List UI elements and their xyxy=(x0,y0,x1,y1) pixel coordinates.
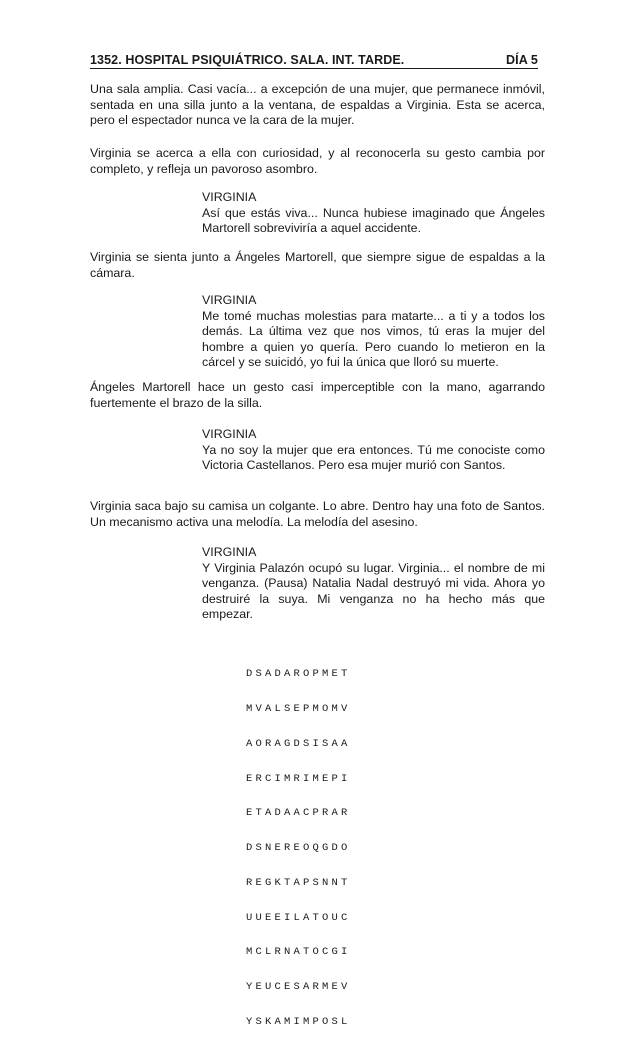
word-search-row: DSNEREOQGDO xyxy=(246,842,351,855)
word-search-row: MCLRNATOCGI xyxy=(246,946,351,959)
word-search-row: MVALSEPMOMV xyxy=(246,702,351,715)
dialogue-character-name: VIRGINIA xyxy=(202,293,257,307)
dialogue-character-name: VIRGINIA xyxy=(202,545,257,559)
dialogue-line: Ya no soy la mujer que era entonces. Tú me conociste como Victoria Castellanos. Pero esa mujer murió con Santos. xyxy=(202,442,545,472)
word-search-row: ETADAACPRAR xyxy=(246,807,351,820)
scene-heading-text: 1352. HOSPITAL PSIQUIÁTRICO. SALA. INT. TARDE. xyxy=(90,53,405,67)
dialogue-block-1 xyxy=(202,190,545,237)
scene-heading xyxy=(90,52,538,69)
dialogue-character-name: VIRGINIA xyxy=(202,190,257,204)
word-search-row: ERCIMRIMEPI xyxy=(246,772,351,785)
action-paragraph-3: Virginia se sienta junto a Ángeles Martorell, que siempre sigue de espaldas a la cámara. xyxy=(90,250,545,280)
word-search-row: YEUCESARMEV xyxy=(246,981,351,994)
word-search-row: REGKTAPSNNT xyxy=(246,876,351,889)
dialogue-line: Me tomé muchas molestias para matarte... a ti y a todos los demás. La última vez que nos vimos, tú eras la mujer del hombre a quien yo quería. Pero cuando lo metieron en la cárcel y se suicidó, yo fui la única que lloró su muerte. xyxy=(202,308,545,369)
action-paragraph-4: Ángeles Martorell hace un gesto casi imperceptible con la mano, agarrando fuertemente el brazo de la silla. xyxy=(90,380,545,410)
dialogue-block-4 xyxy=(202,545,545,623)
dialogue-block-2 xyxy=(202,293,545,371)
action-paragraph-2: Virginia se acerca a ella con curiosidad, y al reconocerla su gesto cambia por completo, y refleja un pavoroso asombro. xyxy=(90,146,545,176)
dialogue-line: Y Virginia Palazón ocupó su lugar. Virginia... el nombre de mi venganza. (Pausa) Natalia Nadal destruyó mi vida. Ahora yo destruiré la suya. Mi venganza no ha hecho más que empezar. xyxy=(202,560,545,621)
action-paragraph-5: Virginia saca bajo su camisa un colgante. Lo abre. Dentro hay una foto de Santos. Un mecanismo activa una melodía. La melodía del asesino. xyxy=(90,499,545,529)
word-search-grid xyxy=(246,646,396,1052)
dialogue-line: Así que estás viva... Nunca hubiese imaginado que Ángeles Martorell sobreviviría a aquel accidente. xyxy=(202,205,545,235)
word-search-row: UUEEILATOUC xyxy=(246,911,351,924)
action-paragraph-1: Una sala amplia. Casi vacía... a excepción de una mujer, que permanece inmóvil, sentada en una silla junto a la ventana, de espaldas a Virginia. Esta se acerca, pero el espectador nunca ve la cara de la mujer. xyxy=(90,82,545,127)
word-search-row: YSKAMIMPOSL xyxy=(246,1016,351,1028)
dialogue-character-name: VIRGINIA xyxy=(202,427,257,441)
dialogue-block-3 xyxy=(202,427,545,474)
word-search-row: AORAGDSISAA xyxy=(246,737,351,750)
word-search-row: DSADAROPMET xyxy=(246,668,351,681)
scene-day: DÍA 5 xyxy=(506,53,538,67)
